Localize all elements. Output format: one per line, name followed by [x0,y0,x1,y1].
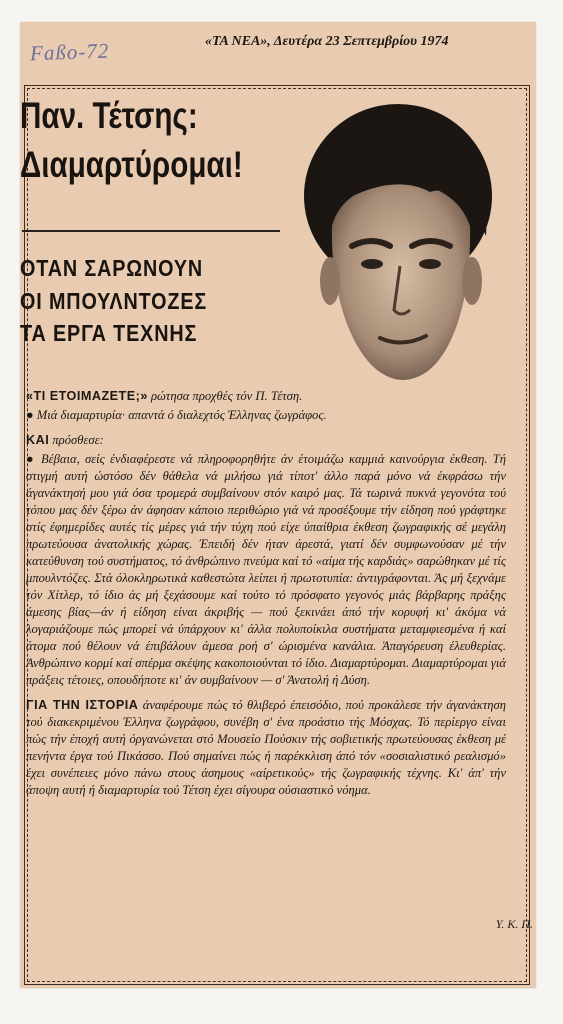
added-lead: ΚΑΙ [26,433,50,447]
paragraph-added [26,432,506,449]
paragraph-answer [26,407,506,424]
left-eye [361,259,383,269]
bullet-icon: ● [26,408,34,422]
subhead-line-2: ΟΙ ΜΠΟΥΛΝΤΟΖΕΣ [20,287,208,314]
author-signature: Υ. Κ. Π. [495,917,533,931]
article-headline [20,92,248,190]
paragraph-statement [26,451,506,689]
portrait-photo [290,96,500,386]
face-shape [332,184,470,380]
paragraph-history [26,697,506,799]
paragraph-question [26,388,506,405]
newspaper-masthead: «ΤΑ ΝΕΑ», Δευτέρα 23 Σεπτεμβρίου 1974 [205,34,449,49]
question-lead: «ΤΙ ΕΤΟΙΜΑΖΕΤΕ;» [26,389,148,403]
right-eye [419,259,441,269]
subhead-line-1: ΟΤΑΝ ΣΑΡΩΝΟΥΝ [20,255,204,281]
right-ear [462,257,482,305]
history-rest: άναφέρουμε πώς τό θλιβερό έπεισόδιο, πού προκάλεσε τήν άγανάκτηση τού διακεκριμένου Έλληνα ζωγράφου, συνέβη σ' ένα προάστιο τής Μόσχας. Τό περίεργο είναι πώς τήν έποχή αυτή όργανώνεται στό Μουσείο Πούσκιν τής σοβιετικής πρωτεύουσας έκθεση μέ πενήντα έργα τού Πικάσσο. Πού σημαίνει πώς ή παρέκκλιση άπό τόν «σοσιαλιστικό ρεαλισμό» έχει συνέπειες μόνο πάνω στους άσημους «αίρετικούς» τής ζωγραφικής τέχνης. Κι' άπ' τήν άποψη αυτή ή διαμαρτυρία τού Τέτση έχει σίγουρα ούσιαστικό νόημα. [26,698,506,797]
handwritten-annotation: Faßo-72 [29,38,110,66]
headline-rule [22,230,280,232]
headline-line-1: Παν. Τέτσης: [20,95,198,136]
bullet-icon: ● [26,452,36,466]
left-ear [320,257,340,305]
article-subheadline [20,252,252,350]
answer-text: Μιά διαμαρτυρία· απαντά ό διαλεχτός Έλληνας ζωγράφος. [36,408,327,422]
subhead-line-3: ΤΑ ΕΡΓΑ ΤΕΧΝΗΣ [20,320,198,347]
history-lead: ΓΙΑ ΤΗΝ ΙΣΤΟΡΙΑ [26,698,139,712]
article-body [26,388,506,807]
question-rest: ρώτησα προχθές τόν Π. Τέτση. [147,389,303,403]
headline-line-2: Διαμαρτύρομαι! [20,143,243,185]
statement-text: Βέβαια, σείς ένδιαφέρεστε νά πληροφορηθήτε άν έτοιμάζω καμμιά καινούργια έκθεση. Τή στιγμή αυτή ώστόσο δέν θάθελα νά μιλήσω γιά τίποτ' άλλο παρά μόνο νά έκφράσω τήν άγανάκτησή μου γιά όσα τρομερά συμβαίνουν στόν καιρό μας. Τά τωρινά πυκνά γεγονότα τού τόπου μας δέν ξέρω άν άφησαν κάποιο περιθώριο γιά νά προσέξουμε τήν είδηση πού γράφτηκε στίς έφημερίδες αυτές τίς μέρες γιά τήν τύχη πού είχε ύπαίθρια έκθεση ζωγραφικής σέ μεγάλη πρωτεύουσα άνατολικής χώρας. Έπειδή δέν ήταν άρεστά, γιατί δέν συμφωνούσαν μέ τήν κατεύθυνση τού συστήματος, τό άνθρώπινο πνεύμα καί τό «αίμα τής καρδιάς» σαρώθηκαν μέ τίς μπουλντόζες. Στά όλοκληρωτικά καθεστώτα λείπει ή πρωτοτυπία: άντιγράφονται. Άς μή ξεχνάμε τόν Χίτλερ, τό ίδιο άς μή ξεχάσουμε καί τούτο τό πρόσφατο γεγονός μιάς βάρβαρης πράξης άμεσης βίας—άν ή είδηση είναι άκριβής — πού ξεκινάει άπό τήν κορυφή κι' άκόμα νά λογαριάζουμε πώς μπορεί νά ύπάρχουν κι' άλλα πολυποίκιλα συστήματα μεταμφιεσμένα ή καί άτομα πού θέλουν νά έπιβάλουν άμεσα ροή σ' ώρισμένα κανάλια. Άπαγόρευση έλευθερίας. Άνθρώπινο κορμί καί σπέρμα σκέψης κακοποιούνται τό ίδιο. Διαμαρτύρομαι. Διαμαρτύρομαι γιά πράξεις τέτοιες, οπουδήποτε κι' άν συμβαίνουν — σ' Άνατολή ή Δύση. [26,452,506,687]
added-rest: πρόσθεσε: [49,433,104,447]
